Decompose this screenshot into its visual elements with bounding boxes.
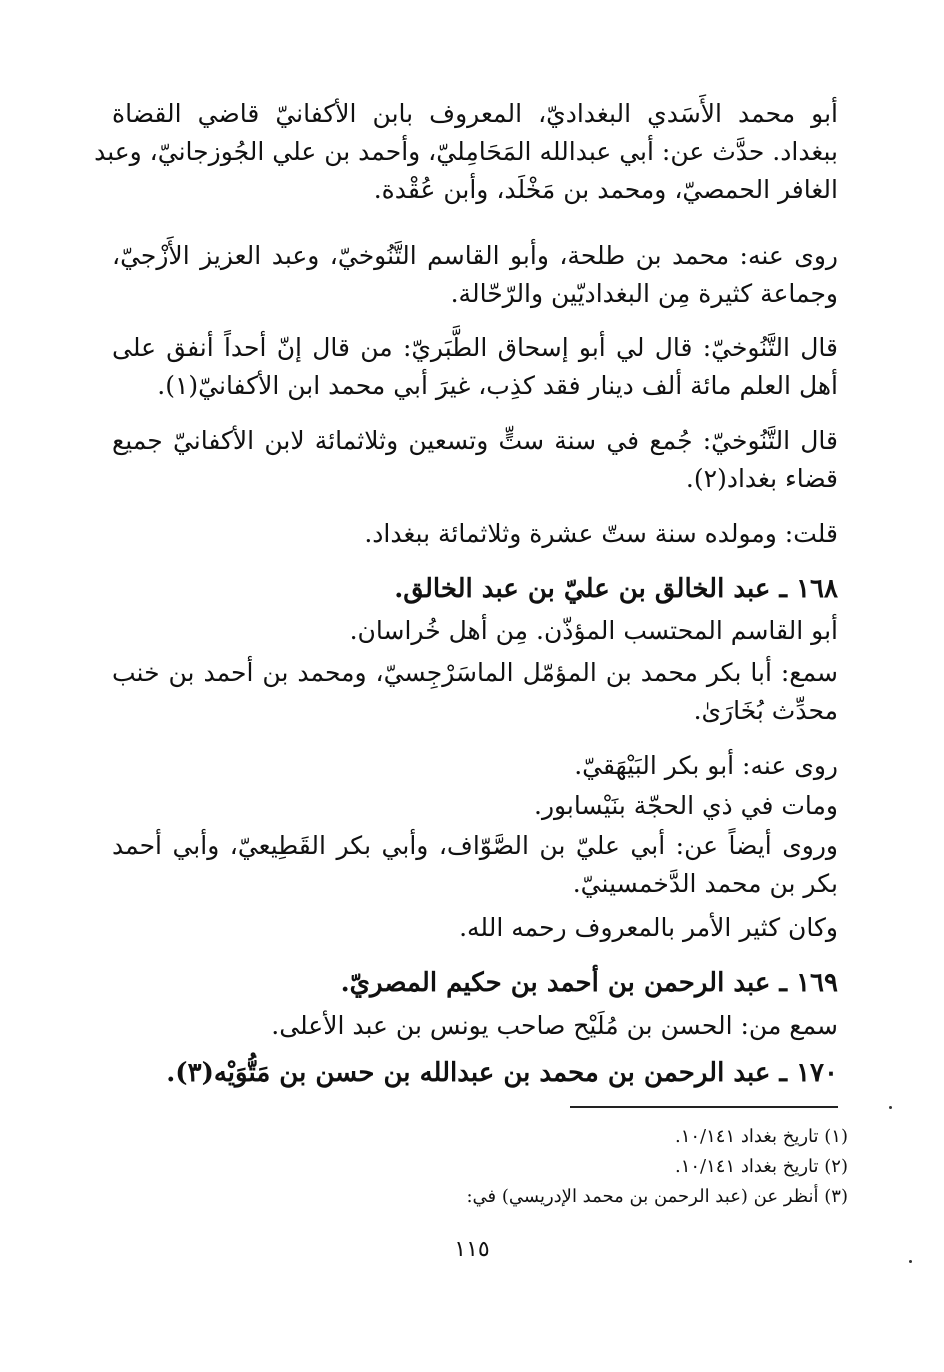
entry-168-virtue: وكان كثير الأمر بالمعروف رحمه الله. — [459, 913, 838, 942]
text-line: قضاء بغداد(٢). — [685, 464, 838, 493]
text-line: قال التَّنُوخيّ: جُمع في سنة ستٍّ وتسعين وثلاثمائة لابن الأكفانيّ جميع — [112, 426, 838, 455]
paragraph-tanukhi-judgeship — [112, 425, 838, 501]
entry-168-heading: ١٦٨ ـ عبد الخالق بن عليّ بن عبد الخالق. — [394, 574, 838, 604]
text-line: محدِّث بُخَارَىٰ. — [693, 696, 838, 725]
text-line: بكر بن محمد الدَّخمسينيّ. — [572, 869, 838, 898]
text-line: ببغداد. حدَّث عن: أبي عبدالله المَحَامِليّ، وأحمد بن علي الجُوزجانيّ، وعبد — [94, 137, 838, 166]
scan-speck — [909, 1260, 912, 1263]
paragraph-tanukhi-quote — [112, 332, 838, 408]
entry-168-kunya: أبو القاسم المحتسب المؤذّن. مِن أهل خُراسان. — [349, 616, 838, 645]
text-line: قال التَّنُوخيّ: قال لي أبو إسحاق الطَّبَريّ: من قال إنّ أحداً أنفق على — [112, 333, 838, 362]
entry-168-teachers — [112, 657, 838, 733]
paragraph-birth: قلت: ومولده سنة ستّ عشرة وثلاثمائة ببغداد. — [364, 519, 838, 548]
text-line: أبو محمد الأَسَدي البغداديّ، المعروف بابن الأكفانيّ قاضي القضاة — [112, 99, 838, 128]
footnote-1: (١) تاريخ بغداد ١٠/١٤١. — [674, 1126, 848, 1147]
paragraph-narrators — [112, 240, 838, 316]
text-line: أهل العلم مائة ألف دينار فقد كذِب، غيرَ أبي محمد ابن الأكفانيّ(١). — [157, 371, 838, 400]
text-line: الغافر الحمصيّ، ومحمد بن مَخْلَد، وأبن عُقْدة. — [373, 175, 838, 204]
entry-169-teacher: سمع من: الحسن بن مُلَيْح صاحب يونس بن عبد الأعلى. — [271, 1011, 838, 1040]
text-line: سمع: أبا بكر محمد بن المؤمّل الماسَرْجِسيّ، ومحمد بن أحمد بن خنب — [112, 658, 838, 687]
entry-168-death: ومات في ذي الحجّة بنَيْسابور. — [534, 791, 838, 820]
page-number: ١١٥ — [454, 1237, 490, 1262]
text-line: وجماعة كثيرة مِن البغداديّين والرّحّالة. — [450, 279, 838, 308]
footnote-3: (٣) أنظر عن (عبد الرحمن بن محمد الإدريسي) في: — [466, 1186, 848, 1207]
scan-speck — [889, 1106, 892, 1109]
entry-169-heading: ١٦٩ ـ عبد الرحمن بن أحمد بن حكيم المصريّ. — [340, 968, 838, 998]
text-line: روى عنه: محمد بن طلحة، وأبو القاسم التَّنُوخيّ، وعبد العزيز الأَزْجيّ، — [112, 241, 838, 270]
entry-168-also-narrated — [112, 830, 838, 906]
paragraph-akfani-intro — [94, 98, 838, 212]
entry-168-narrator: روى عنه: أبو بكر البَيْهَقيّ. — [574, 751, 838, 780]
footnote-divider — [570, 1106, 838, 1108]
entry-170-heading: ١٧٠ ـ عبد الرحمن بن محمد بن عبدالله بن حسن بن مَتُّوَيْه(٣). — [166, 1058, 838, 1088]
text-line: وروى أيضاً عن: أبي عليّ بن الصَّوّاف، وأبي بكر القَطِيعيّ، وأبي أحمد — [112, 831, 838, 860]
footnote-2: (٢) تاريخ بغداد ١٠/١٤١. — [674, 1156, 848, 1177]
